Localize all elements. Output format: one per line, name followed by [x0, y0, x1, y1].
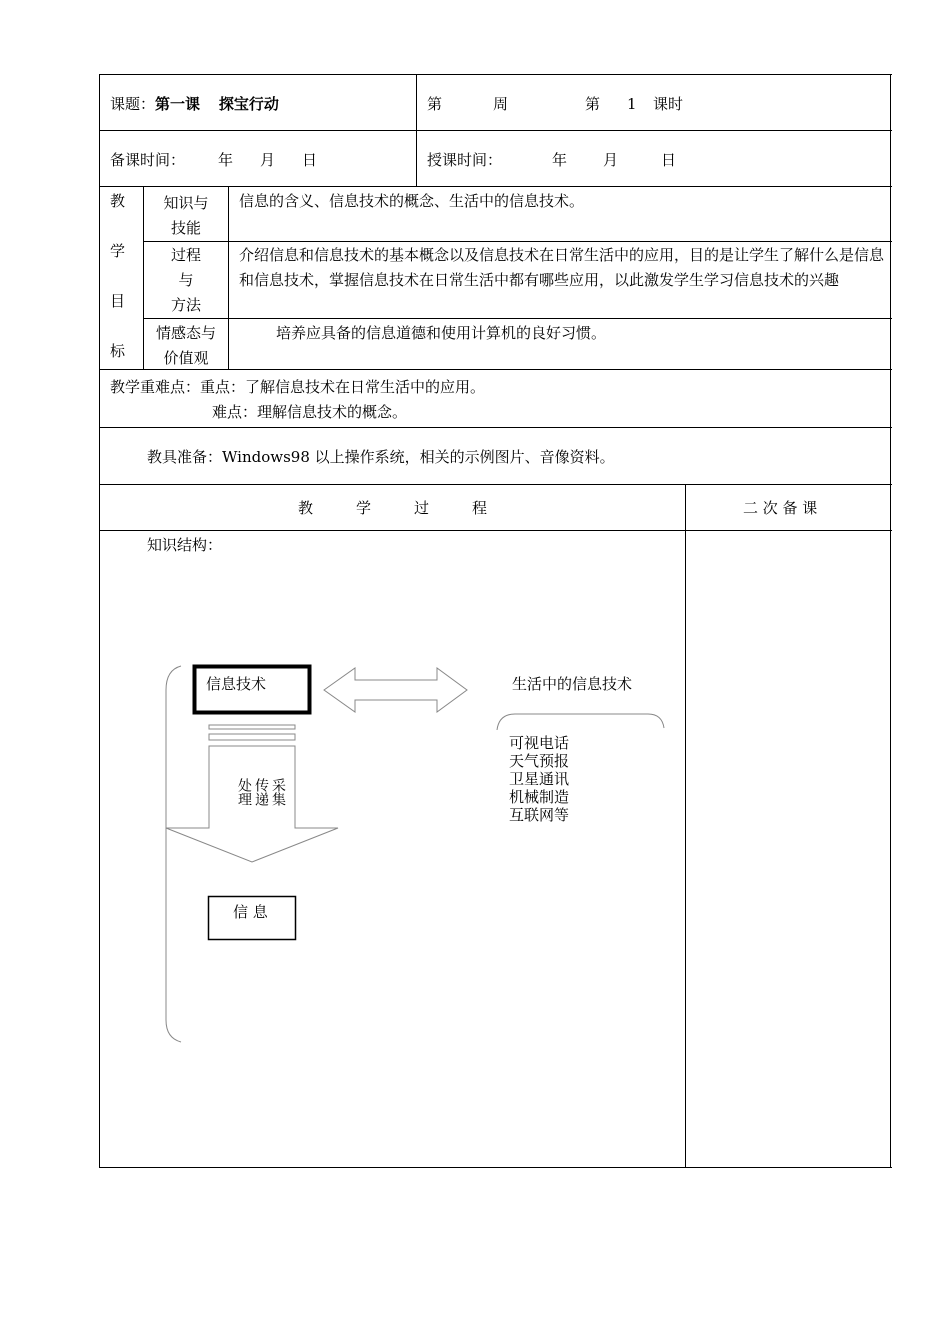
- list-item: 机械制造: [509, 788, 570, 806]
- objective-content-attitude: 培养应具备的信息道德和使用计算机的良好习惯。: [276, 324, 607, 342]
- secondary-prep-heading: 二 次 备 课: [743, 499, 818, 517]
- it-box-label: 信息技术: [206, 675, 267, 693]
- objective-label-line: 情感态与: [155, 324, 216, 342]
- prep-month: 月: [260, 151, 276, 169]
- objective-label-line: 方法: [170, 296, 201, 314]
- list-item: 互联网等: [509, 806, 570, 824]
- title-label: 课题：: [110, 95, 156, 113]
- objective-label-line: 与: [178, 271, 194, 289]
- prep-year: 年: [218, 151, 234, 169]
- objective-content-knowledge: 信息的含义、信息技术的概念、生活中的信息技术。: [239, 192, 585, 210]
- top-brace: [497, 714, 664, 730]
- period-prefix: 第: [585, 95, 601, 113]
- hard-point: 难点：理解信息技术的概念。: [212, 403, 408, 421]
- process-heading-char-2: 学: [356, 499, 372, 517]
- objective-content-process: 介绍信息和信息技术的基本概念以及信息技术在日常生活中的应用，目的是让学生了解什么是信息和信息技术，掌握信息技术在日常生活中都有哪些应用，以此激发学生学习信息技术的兴趣: [239, 246, 885, 289]
- list-item: 可视电话: [509, 734, 570, 752]
- arrow-text-collect: 采集: [270, 778, 286, 806]
- knowledge-structure-label: 知识结构：: [147, 536, 223, 554]
- teach-time-label: 授课时间：: [427, 151, 503, 169]
- teach-year: 年: [552, 151, 568, 169]
- arrow-text-transfer: 传递: [253, 778, 269, 806]
- examples-list: [509, 734, 569, 824]
- objective-label-line: 价值观: [163, 349, 209, 367]
- period-number: 1: [627, 95, 637, 113]
- arrow-text-process: 处理: [236, 778, 252, 806]
- life-it-label: 生活中的信息技术: [512, 675, 633, 693]
- objective-label-line: 知识与: [163, 194, 209, 212]
- prep-day: 日: [302, 151, 318, 169]
- teach-day: 日: [661, 151, 677, 169]
- arrow-stripe-1: [209, 725, 295, 729]
- week-prefix: 第: [427, 95, 443, 113]
- difficulties-label: 教学重难点：: [110, 378, 201, 396]
- left-brace: [166, 666, 181, 1042]
- lesson-number: 第一课: [155, 95, 201, 113]
- period-suffix: 课时: [653, 95, 684, 113]
- process-heading-char-3: 过: [414, 499, 430, 517]
- process-heading-char-1: 教: [298, 499, 314, 517]
- arrow-stripe-2: [209, 734, 295, 740]
- info-box-label: 信 息: [233, 903, 268, 921]
- process-heading-char-4: 程: [472, 499, 488, 517]
- double-arrow: [324, 668, 467, 712]
- objectives-side-char-3: 目: [110, 292, 126, 310]
- lesson-name: 探宝行动: [218, 95, 279, 113]
- objectives-side-char-4: 标: [110, 342, 126, 360]
- objectives-side-char-1: 教: [110, 192, 126, 210]
- objective-label-line: 技能: [170, 219, 201, 237]
- teach-month: 月: [603, 151, 619, 169]
- tools-text: 教具准备：Windows98 以上操作系统，相关的示例图片、音像资料。: [147, 448, 615, 466]
- prep-time-label: 备课时间：: [110, 151, 186, 169]
- week-suffix: 周: [493, 95, 509, 113]
- list-item: 天气预报: [509, 752, 570, 770]
- objectives-side-char-2: 学: [110, 242, 126, 260]
- objective-label-line: 过程: [170, 246, 201, 264]
- key-point: 重点：了解信息技术在日常生活中的应用。: [200, 378, 486, 396]
- list-item: 卫星通讯: [509, 770, 570, 788]
